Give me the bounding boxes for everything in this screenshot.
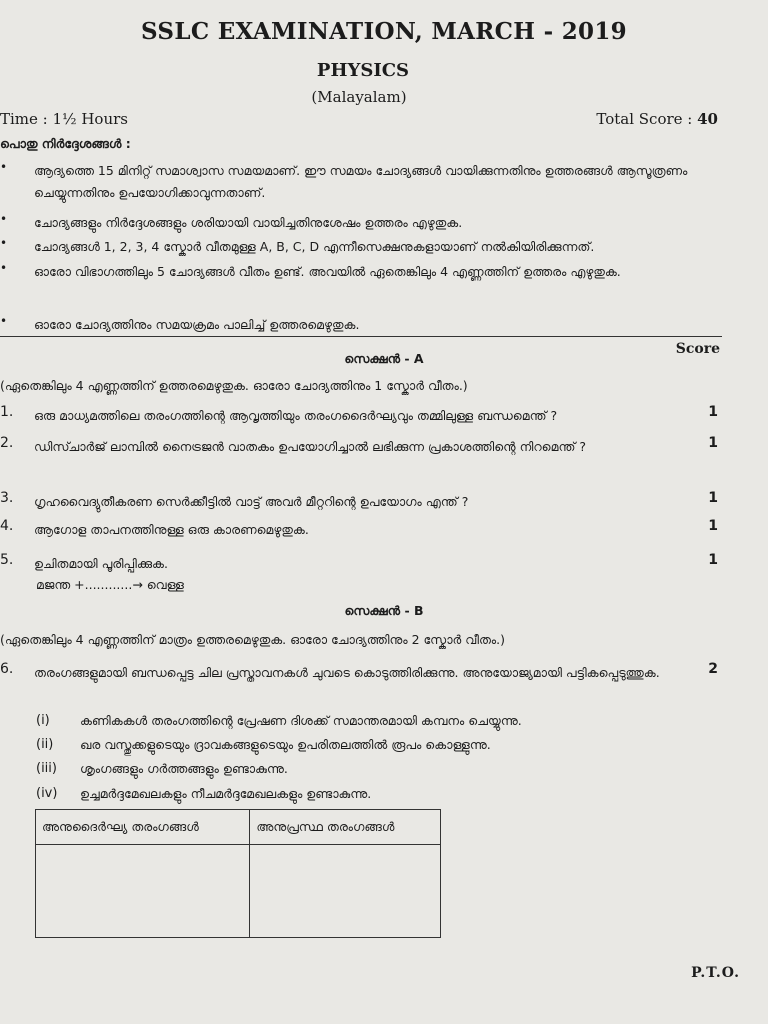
total-score-label: Total Score :: [596, 110, 693, 128]
section-b-heading: സെക്ഷൻ - B: [344, 603, 424, 618]
score-column-heading: Score: [675, 341, 720, 357]
question-number: 4.: [0, 518, 14, 534]
question-score: 2: [708, 661, 718, 677]
question-number: 1.: [0, 404, 14, 420]
general-instructions-heading: പൊതു നിർദ്ദേശങ്ങൾ :: [0, 136, 131, 151]
question-text: ഗൃഹവൈദ്യുതീകരണ സെർക്കീട്ടിൽ വാട്ട് അവർ മീറ്ററിന്റെ ഉപയോഗം എന്ത് ?: [34, 494, 469, 509]
section-a-note: (ഏതെങ്കിലും 4 എണ്ണത്തിന് ഉത്തരമെഴുതുക. ഓരോ ചോദ്യത്തിനും 1 സ്കോർ വീതം.): [0, 378, 468, 393]
answer-table: [35, 809, 441, 938]
table-header-longitudinal: അനുദൈർഘ്യ തരംഗങ്ങൾ: [36, 810, 250, 845]
question-number: 6.: [0, 661, 14, 677]
table-header-transverse: അനുപ്രസ്ഥ തരംഗങ്ങൾ: [250, 810, 441, 845]
question-number: 2.: [0, 435, 14, 451]
question-text: ഡിസ്ചാർജ് ലാമ്പിൽ നൈട്രജൻ വാതകം ഉപയോഗിച്ചാൽ ലഭിക്കുന്ന പ്രകാശത്തിന്റെ നിറമെന്ത് ?: [34, 439, 586, 454]
section-a-heading: സെക്ഷൻ - A: [344, 351, 424, 366]
instruction-text: ഓരോ വിഭാഗത്തിലും 5 ചോദ്യങ്ങൾ വീതം ഉണ്ട്. അവയിൽ ഏതെങ്കിലും 4 എണ്ണത്തിന് ഉത്തരം എഴുതുക.: [34, 264, 621, 279]
instruction-text: ചോദ്യങ്ങളും നിർദ്ദേശങ്ങളും ശരിയായി വായിച്ചതിനുശേഷം ഉത്തരം എഴുതുക.: [34, 215, 463, 230]
pto-label: P.T.O.: [691, 965, 740, 981]
question-number: 5.: [0, 552, 14, 568]
bullet-icon: •: [0, 314, 8, 328]
instruction-text: ഓരോ ചോദ്യത്തിനും സമയക്രമം പാലിച്ച് ഉത്തരമെഴുതുക.: [34, 317, 360, 332]
question-text: ആഗോള താപനത്തിനുള്ള ഒരു കാരണമെഴുതുക.: [34, 522, 309, 537]
total-score: [596, 110, 718, 128]
bullet-icon: •: [0, 212, 8, 226]
table-cell: [36, 845, 250, 938]
option-text: ഖര വസ്തുക്കളുടെയും ദ്രാവകങ്ങളുടെയും ഉപരിതലത്തിൽ രൂപം കൊള്ളുന്നു.: [80, 737, 491, 752]
time-label: Time : 1½ Hours: [0, 110, 128, 128]
section-b-note: (ഏതെങ്കിലും 4 എണ്ണത്തിന് മാത്രം ഉത്തരമെഴുതുക. ഓരോ ചോദ്യത്തിനും 2 സ്കോർ വീതം.): [0, 632, 505, 647]
option-number: (iv): [36, 786, 58, 801]
divider: [0, 336, 722, 337]
table-cell: [250, 845, 441, 938]
instruction-text: ആദ്യത്തെ 15 മിനിറ്റ് സമാശ്വാസ സമയമാണ്. ഈ സമയം ചോദ്യങ്ങൾ വായിക്കുന്നതിനും ഉത്തരങ്ങൾ ആസൂത്രണം ചെയ്യുന്നതിനും ഉപയോഗിക്കാവുന്നതാണ്.: [34, 163, 688, 200]
option-number: (ii): [36, 737, 54, 752]
option-text: ഉച്ചമർദ്ദമേഖലകളും നീചമർദ്ദമേഖലകളും ഉണ്ടാകുന്നു.: [80, 786, 372, 801]
option-text: കണികകൾ തരംഗത്തിന്റെ പ്രേഷണ ദിശക്ക് സമാന്തരമായി കമ്പനം ചെയ്യുന്നു.: [80, 713, 522, 728]
question-score: 1: [708, 404, 718, 420]
exam-title: SSLC EXAMINATION, MARCH - 2019: [141, 18, 627, 45]
instruction-text: ചോദ്യങ്ങൾ 1, 2, 3, 4 സ്കോർ വീതമുള്ള A, B, C, D എന്നീസെക്ഷനുകളായാണ് നൽകിയിരിക്കുന്നത്.: [34, 239, 595, 254]
option-number: (i): [36, 713, 50, 728]
question-text: തരംഗങ്ങളുമായി ബന്ധപ്പെട്ട ചില പ്രസ്താവനകൾ ചുവടെ കൊടുത്തിരിക്കുന്നു. അനുയോജ്യമായി പട്ടികപ്പെടുത്തുക.: [34, 665, 660, 680]
option-text: ശൃംഗങ്ങളും ഗർത്തങ്ങളും ഉണ്ടാകുന്നു.: [80, 761, 288, 776]
fill-in-line: മജന്ത +............→ വെള്ള: [36, 577, 184, 592]
bullet-icon: •: [0, 236, 8, 250]
medium-label: (Malayalam): [311, 88, 407, 106]
question-number: 3.: [0, 490, 14, 506]
question-score: 1: [708, 552, 718, 568]
subject-title: PHYSICS: [316, 60, 410, 81]
question-score: 1: [708, 490, 718, 506]
question-text: ഒരു മാധ്യമത്തിലെ തരംഗത്തിന്റെ ആവൃത്തിയും തരംഗദൈർഘ്യവും തമ്മിലുള്ള ബന്ധമെന്ത് ?: [34, 408, 558, 423]
bullet-icon: •: [0, 160, 8, 174]
option-number: (iii): [36, 761, 57, 776]
total-score-value: 40: [697, 110, 718, 128]
bullet-icon: •: [0, 261, 8, 275]
question-score: 1: [708, 518, 718, 534]
question-text: ഉചിതമായി പൂരിപ്പിക്കുക.: [34, 556, 168, 571]
question-score: 1: [708, 435, 718, 451]
